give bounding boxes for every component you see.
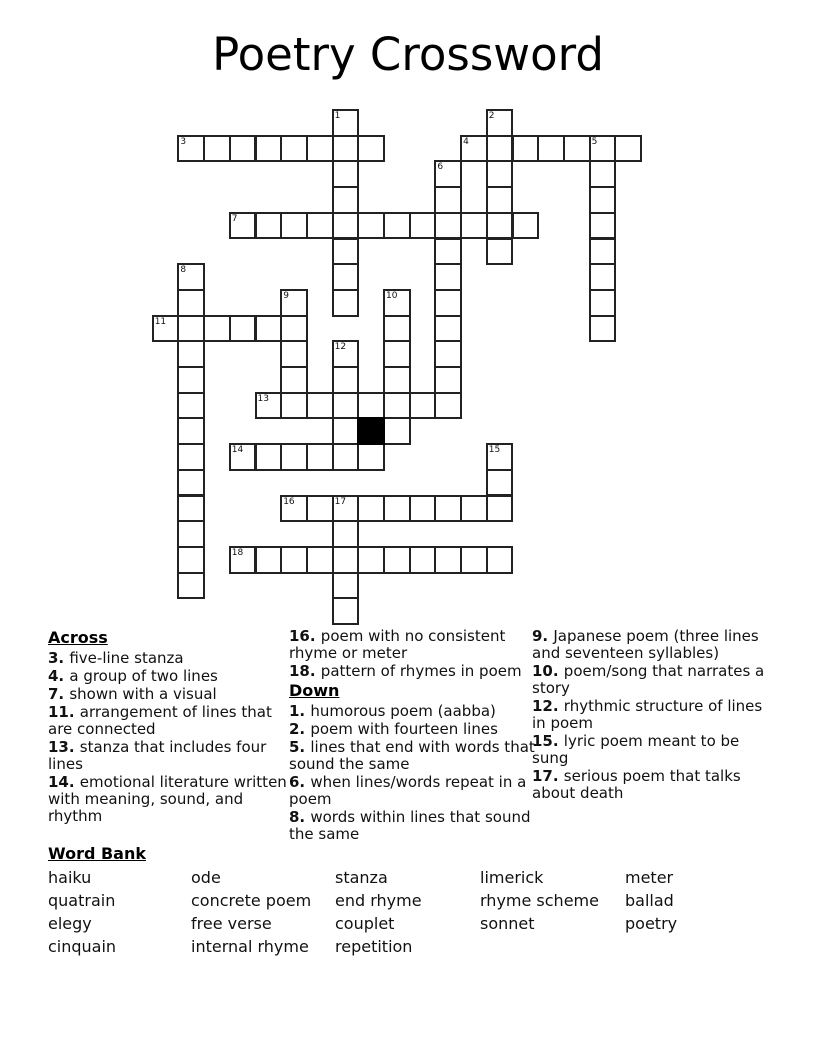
grid-cell[interactable] xyxy=(280,546,308,574)
cell-number: 7 xyxy=(231,213,238,224)
clue-3: 3. five-line stanza xyxy=(48,649,184,667)
clue-number: 18. xyxy=(289,662,321,680)
grid-cell[interactable] xyxy=(332,597,360,625)
grid-cell[interactable] xyxy=(434,340,462,368)
clue-number: 13. xyxy=(48,738,80,756)
cell-number: 12 xyxy=(334,342,347,353)
grid-cell[interactable] xyxy=(383,546,411,574)
word-bank-word: rhyme scheme xyxy=(480,891,599,910)
grid-cell[interactable] xyxy=(486,160,514,188)
grid-cell[interactable] xyxy=(332,186,360,214)
clue-number: 8. xyxy=(289,808,311,826)
grid-cell[interactable] xyxy=(203,315,231,343)
grid-cell[interactable] xyxy=(255,392,283,420)
grid-cell[interactable] xyxy=(280,366,308,394)
clue-12: 12. rhythmic structure of lines in poem xyxy=(532,697,763,732)
grid-cell[interactable] xyxy=(383,289,411,317)
clue-number: 11. xyxy=(48,703,80,721)
grid-cell[interactable] xyxy=(229,315,257,343)
clue-number: 12. xyxy=(532,697,564,715)
cell-number: 8 xyxy=(180,265,187,276)
clue-16: 16. poem with no consistent rhyme or meter xyxy=(289,627,506,662)
grid-cell[interactable] xyxy=(460,212,488,240)
grid-cell[interactable] xyxy=(383,495,411,523)
word-bank-header: Word Bank xyxy=(48,844,147,863)
grid-cell[interactable] xyxy=(383,366,411,394)
black-cell xyxy=(357,417,385,445)
clue-number: 9. xyxy=(532,627,554,645)
grid-cell[interactable] xyxy=(486,186,514,214)
clue-9: 9. Japanese poem (three lines and seventeen syllables) xyxy=(532,627,759,662)
grid-cell[interactable] xyxy=(177,366,205,394)
word-bank-word: meter xyxy=(625,868,674,887)
grid-cell[interactable] xyxy=(589,186,617,214)
grid-cell[interactable] xyxy=(589,212,617,240)
clue-number: 7. xyxy=(48,685,70,703)
grid-cell[interactable] xyxy=(177,289,205,317)
clue-number: 4. xyxy=(48,667,70,685)
grid-cell[interactable] xyxy=(357,212,385,240)
grid-cell[interactable] xyxy=(434,186,462,214)
clue-number: 2. xyxy=(289,720,311,738)
grid-cell[interactable] xyxy=(177,417,205,445)
grid-cell[interactable] xyxy=(152,315,180,343)
page-title: Poetry Crossword xyxy=(212,28,604,81)
clue-number: 6. xyxy=(289,773,311,791)
grid-cell[interactable] xyxy=(177,469,205,497)
grid-cell[interactable] xyxy=(177,443,205,471)
clue-13: 13. stanza that includes four lines xyxy=(48,738,267,773)
cell-number: 13 xyxy=(257,393,269,404)
grid-cell[interactable] xyxy=(332,238,360,266)
grid-cell[interactable] xyxy=(383,212,411,240)
clue-2: 2. poem with fourteen lines xyxy=(289,720,498,738)
grid-cell[interactable] xyxy=(255,315,283,343)
grid-cell[interactable] xyxy=(306,212,334,240)
clue-11: 11. arrangement of lines that are connected xyxy=(48,703,272,738)
grid-cell[interactable] xyxy=(434,263,462,291)
grid-cell[interactable] xyxy=(357,546,385,574)
grid-cell[interactable] xyxy=(177,135,205,163)
grid-cell[interactable] xyxy=(177,263,205,291)
grid-cell[interactable] xyxy=(177,572,205,600)
grid-cell[interactable] xyxy=(255,135,283,163)
grid-cell[interactable] xyxy=(280,495,308,523)
grid-cell[interactable] xyxy=(229,443,257,471)
word-bank-column-1 xyxy=(48,866,116,958)
grid-cell[interactable] xyxy=(306,495,334,523)
word-bank-column-4 xyxy=(480,866,599,935)
grid-cell[interactable] xyxy=(486,109,514,137)
grid-cell[interactable] xyxy=(357,443,385,471)
grid-cell[interactable] xyxy=(486,238,514,266)
grid-cell[interactable] xyxy=(177,340,205,368)
grid-cell[interactable] xyxy=(357,392,385,420)
clue-15: 15. lyric poem meant to be sung xyxy=(532,732,740,767)
grid-cell[interactable] xyxy=(280,135,308,163)
grid-cell[interactable] xyxy=(177,315,205,343)
grid-cell[interactable] xyxy=(589,263,617,291)
grid-cell[interactable] xyxy=(434,238,462,266)
grid-cell[interactable] xyxy=(486,469,514,497)
clue-17: 17. serious poem that talks about death xyxy=(532,767,741,802)
grid-cell[interactable] xyxy=(177,495,205,523)
cell-number: 10 xyxy=(386,290,398,301)
clue-1: 1. humorous poem (aabba) xyxy=(289,702,496,720)
grid-cell[interactable] xyxy=(332,289,360,317)
grid-cell[interactable] xyxy=(589,289,617,317)
word-bank-word: stanza xyxy=(335,868,388,887)
grid-cell[interactable] xyxy=(280,443,308,471)
grid-cell[interactable] xyxy=(332,340,360,368)
word-bank-column-5 xyxy=(625,866,677,935)
grid-cell[interactable] xyxy=(332,160,360,188)
cell-number: 2 xyxy=(488,111,495,121)
grid-cell[interactable] xyxy=(332,495,360,523)
cell-number: 3 xyxy=(180,136,187,147)
grid-cell[interactable] xyxy=(383,392,411,420)
word-bank-column-2 xyxy=(191,866,311,958)
word-bank-word: end rhyme xyxy=(335,891,422,910)
word-bank-word: free verse xyxy=(191,914,272,933)
grid-cell[interactable] xyxy=(280,392,308,420)
grid-cell[interactable] xyxy=(486,135,514,163)
word-bank-word: ode xyxy=(191,868,221,887)
cell-number: 17 xyxy=(334,496,347,507)
grid-cell[interactable] xyxy=(332,546,360,574)
clue-number: 15. xyxy=(532,732,564,750)
grid-cell[interactable] xyxy=(589,238,617,266)
grid-cell[interactable] xyxy=(332,109,360,137)
cell-number: 9 xyxy=(283,290,289,301)
word-bank-column-3 xyxy=(335,866,422,958)
grid-cell[interactable] xyxy=(409,546,437,574)
cell-number: 6 xyxy=(437,162,444,173)
clue-7: 7. shown with a visual xyxy=(48,685,217,703)
word-bank-word: limerick xyxy=(480,868,544,887)
grid-cell[interactable] xyxy=(434,366,462,394)
grid-cell[interactable] xyxy=(332,135,360,163)
cell-number: 11 xyxy=(154,316,167,327)
grid-cell[interactable] xyxy=(486,495,514,523)
word-bank-word: concrete poem xyxy=(191,891,312,910)
grid-cell[interactable] xyxy=(357,495,385,523)
clue-number: 14. xyxy=(48,773,80,791)
clue-number: 10. xyxy=(532,662,564,680)
grid-cell[interactable] xyxy=(177,520,205,548)
grid-cell[interactable] xyxy=(280,340,308,368)
grid-cell[interactable] xyxy=(434,160,462,188)
cell-number: 4 xyxy=(463,136,469,147)
clue-18: 18. pattern of rhymes in poem xyxy=(289,662,522,680)
clue-8: 8. words within lines that sound the same xyxy=(289,808,531,843)
grid-cell[interactable] xyxy=(409,212,437,240)
grid-cell[interactable] xyxy=(460,546,488,574)
grid-cell[interactable] xyxy=(332,366,360,394)
grid-cell[interactable] xyxy=(486,443,514,471)
grid-cell[interactable] xyxy=(486,212,514,240)
word-bank xyxy=(48,866,772,966)
grid-cell[interactable] xyxy=(332,417,360,445)
grid-cell[interactable] xyxy=(280,289,308,317)
word-bank-word: elegy xyxy=(48,914,92,933)
grid-cell[interactable] xyxy=(332,392,360,420)
grid-cell[interactable] xyxy=(460,495,488,523)
cell-number: 15 xyxy=(488,445,501,456)
grid-cell[interactable] xyxy=(306,392,334,420)
grid-cell[interactable] xyxy=(306,135,334,163)
word-bank-word: poetry xyxy=(625,914,678,933)
clue-column-1 xyxy=(48,628,288,826)
clue-6: 6. when lines/words repeat in a poem xyxy=(289,773,527,808)
clue-14: 14. emotional literature written with meaning, sound, and rhythm xyxy=(48,773,287,825)
grid-cell[interactable] xyxy=(434,392,462,420)
grid-cell[interactable] xyxy=(229,135,257,163)
clue-4: 4. a group of two lines xyxy=(48,667,218,685)
grid-cell[interactable] xyxy=(383,315,411,343)
word-bank-word: couplet xyxy=(335,914,395,933)
grid-cell[interactable] xyxy=(589,315,617,343)
grid-cell[interactable] xyxy=(332,263,360,291)
grid-cell[interactable] xyxy=(306,546,334,574)
grid-cell[interactable] xyxy=(537,135,565,163)
down-header: Down xyxy=(289,681,340,700)
grid-cell[interactable] xyxy=(434,315,462,343)
grid-cell[interactable] xyxy=(332,572,360,600)
grid-cell[interactable] xyxy=(563,135,591,163)
word-bank-word: haiku xyxy=(48,868,92,887)
grid-cell[interactable] xyxy=(383,340,411,368)
grid-cell[interactable] xyxy=(229,212,257,240)
grid-cell[interactable] xyxy=(306,443,334,471)
clue-number: 5. xyxy=(289,738,311,756)
grid-cell[interactable] xyxy=(460,135,488,163)
grid-cell[interactable] xyxy=(177,546,205,574)
grid-cell[interactable] xyxy=(332,212,360,240)
grid-cell[interactable] xyxy=(512,212,540,240)
grid-cell[interactable] xyxy=(177,392,205,420)
clue-number: 3. xyxy=(48,649,70,667)
grid-cell[interactable] xyxy=(332,443,360,471)
cell-number: 18 xyxy=(231,547,244,558)
grid-cell[interactable] xyxy=(409,495,437,523)
cell-number: 14 xyxy=(231,445,244,456)
clue-column-2 xyxy=(289,628,535,844)
word-bank-word: sonnet xyxy=(480,914,535,933)
clue-number: 1. xyxy=(289,702,311,720)
grid-cell[interactable] xyxy=(203,135,231,163)
grid-cell[interactable] xyxy=(255,212,283,240)
cell-number: 5 xyxy=(591,136,598,147)
grid-cell[interactable] xyxy=(512,135,540,163)
grid-cell[interactable] xyxy=(280,315,308,343)
grid-cell[interactable] xyxy=(434,546,462,574)
grid-cell[interactable] xyxy=(383,417,411,445)
grid-cell[interactable] xyxy=(434,495,462,523)
grid-cell[interactable] xyxy=(614,135,642,163)
cell-number: 1 xyxy=(334,111,341,121)
grid-cell[interactable] xyxy=(434,212,462,240)
grid-cell[interactable] xyxy=(486,546,514,574)
clue-5: 5. lines that end with words that sound the same xyxy=(289,738,535,773)
grid-cell[interactable] xyxy=(255,443,283,471)
clue-number: 16. xyxy=(289,627,321,645)
grid-cell[interactable] xyxy=(280,212,308,240)
cell-number: 16 xyxy=(283,496,295,507)
grid-cell[interactable] xyxy=(409,392,437,420)
word-bank-word: cinquain xyxy=(48,937,117,956)
word-bank-word: repetition xyxy=(335,937,413,956)
grid-cell[interactable] xyxy=(332,520,360,548)
clue-10: 10. poem/song that narrates a story xyxy=(532,662,765,697)
grid-cell[interactable] xyxy=(255,546,283,574)
across-header: Across xyxy=(48,628,108,647)
clue-number: 17. xyxy=(532,767,564,785)
grid-cell[interactable] xyxy=(589,160,617,188)
grid-cell[interactable] xyxy=(357,135,385,163)
clue-column-3 xyxy=(532,628,772,803)
grid-cell[interactable] xyxy=(229,546,257,574)
word-bank-word: quatrain xyxy=(48,891,116,910)
word-bank-word: ballad xyxy=(625,891,674,910)
grid-cell[interactable] xyxy=(434,289,462,317)
grid-cell[interactable] xyxy=(589,135,617,163)
word-bank-word: internal rhyme xyxy=(191,937,309,956)
